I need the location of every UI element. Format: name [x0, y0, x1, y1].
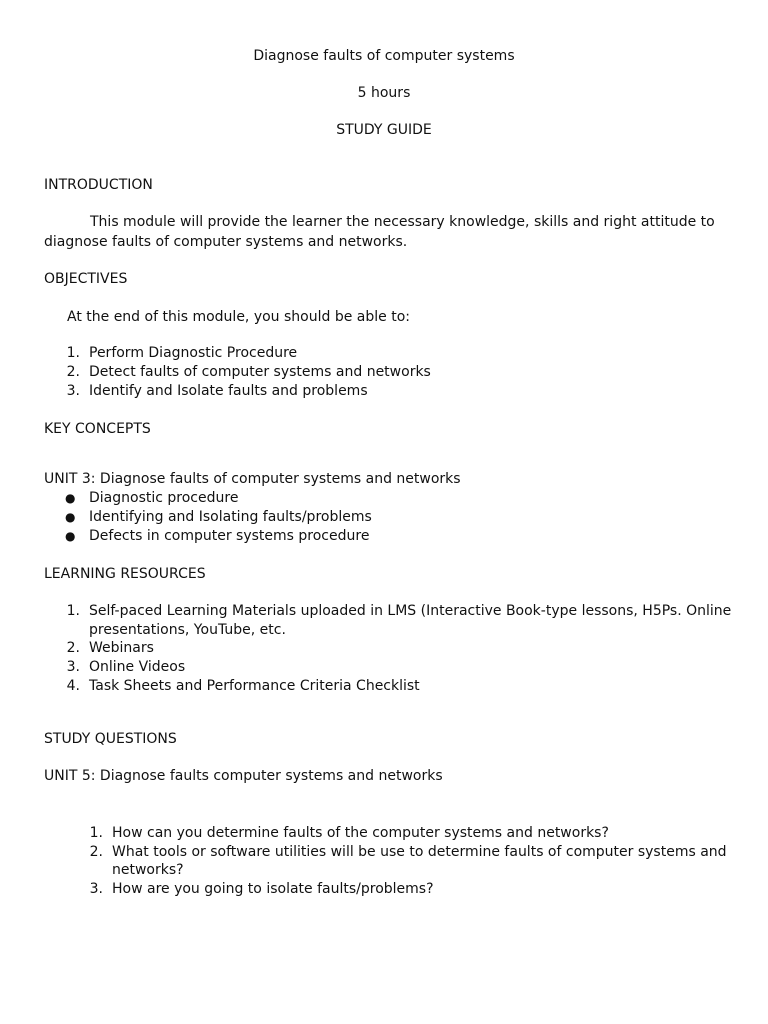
- list-item: Task Sheets and Performance Criteria Checklist: [89, 678, 420, 694]
- introduction-heading: INTRODUCTION: [44, 177, 153, 193]
- learning-resources-heading: LEARNING RESOURCES: [44, 566, 206, 582]
- list-item: How can you determine faults of the computer systems and networks?: [112, 825, 609, 841]
- list-item: What tools or software utilities will be use to determine faults of computer systems and: [112, 844, 727, 860]
- list-item-number: 2.: [66, 640, 80, 656]
- list-item-continuation: networks?: [112, 862, 184, 878]
- list-item: Self-paced Learning Materials uploaded in LMS (Interactive Book-type lessons, H5Ps. Online: [89, 603, 732, 619]
- list-item-number: 2.: [89, 844, 103, 860]
- list-item: Identifying and Isolating faults/problems: [89, 509, 372, 525]
- document-title: Diagnose faults of computer systems: [253, 48, 515, 64]
- list-item-number: 3.: [66, 383, 80, 399]
- bullet-icon: ●: [65, 529, 76, 543]
- objectives-intro: At the end of this module, you should be able to:: [67, 309, 410, 325]
- list-item-number: 1.: [66, 345, 80, 361]
- list-item: Perform Diagnostic Procedure: [89, 345, 298, 361]
- list-item-number: 1.: [66, 603, 80, 619]
- list-item: Webinars: [89, 640, 154, 656]
- key-concepts-unit: UNIT 3: Diagnose faults of computer systems and networks: [44, 471, 461, 487]
- key-concepts-heading: KEY CONCEPTS: [44, 421, 151, 437]
- introduction-text-line2: diagnose faults of computer systems and networks.: [44, 234, 408, 250]
- list-item-number: 4.: [66, 678, 80, 694]
- bullet-icon: ●: [65, 510, 76, 524]
- list-item-number: 3.: [66, 659, 80, 675]
- study-questions-heading: STUDY QUESTIONS: [44, 731, 177, 747]
- introduction-text-line1: This module will provide the learner the necessary knowledge, skills and right attitude to: [90, 214, 715, 230]
- list-item: How are you going to isolate faults/problems?: [112, 881, 434, 897]
- list-item-number: 3.: [89, 881, 103, 897]
- list-item-number: 1.: [89, 825, 103, 841]
- bullet-icon: ●: [65, 491, 76, 505]
- list-item: Defects in computer systems procedure: [89, 528, 370, 544]
- list-item: Diagnostic procedure: [89, 490, 239, 506]
- list-item: Detect faults of computer systems and networks: [89, 364, 431, 380]
- list-item-continuation: presentations, YouTube, etc.: [89, 622, 286, 638]
- study-questions-unit: UNIT 5: Diagnose faults computer systems and networks: [44, 768, 443, 784]
- list-item-number: 2.: [66, 364, 80, 380]
- list-item: Identify and Isolate faults and problems: [89, 383, 368, 399]
- list-item: Online Videos: [89, 659, 186, 675]
- objectives-heading: OBJECTIVES: [44, 271, 128, 287]
- study-guide-label: STUDY GUIDE: [336, 122, 432, 138]
- document-duration: 5 hours: [357, 85, 411, 101]
